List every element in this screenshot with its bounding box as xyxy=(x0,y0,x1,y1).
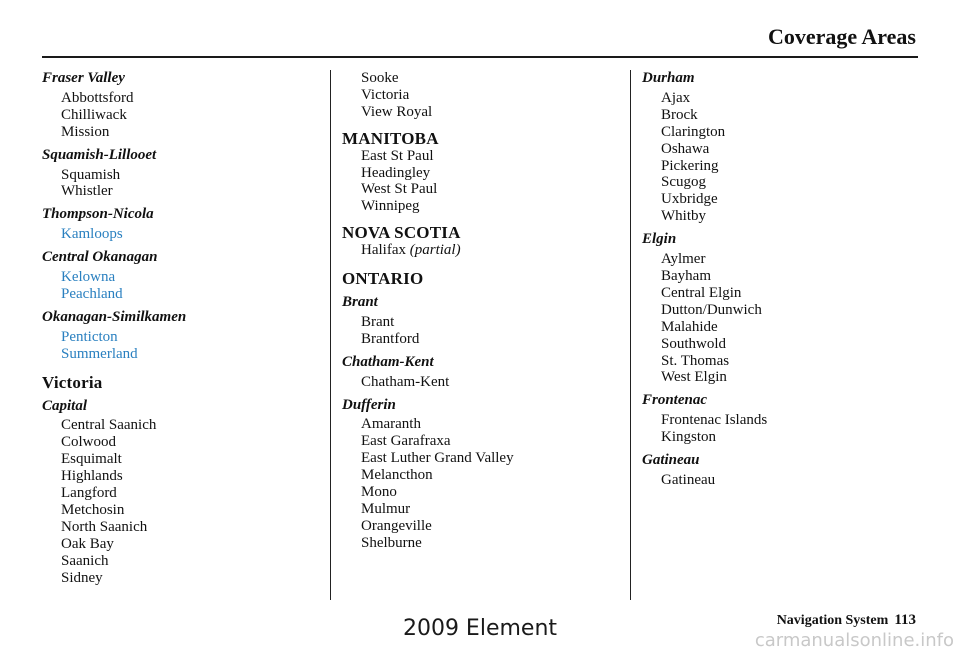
list-item: Malahide xyxy=(661,318,718,335)
list-item: Abbottsford xyxy=(61,89,134,106)
list-item: Aylmer xyxy=(661,251,706,268)
page-title: Coverage Areas xyxy=(767,24,916,49)
list-item: Winnipeg xyxy=(361,198,420,215)
province-heading: NOVA SCOTIA xyxy=(342,223,461,243)
list-item: Langford xyxy=(61,485,117,502)
region-list xyxy=(42,269,312,303)
list-item: Chatham-Kent xyxy=(361,373,450,390)
header-rule xyxy=(42,56,918,58)
watermark-site: carmanualsonline.info xyxy=(754,630,954,651)
list-item: Brantford xyxy=(361,330,420,347)
list-item: Mono xyxy=(361,484,397,501)
region-heading: Chatham-Kent xyxy=(342,353,434,370)
list-item: Shelburne xyxy=(361,534,422,551)
list-item: Ajax xyxy=(661,89,691,106)
list-item: Scugog xyxy=(661,174,706,191)
page-number: 113 xyxy=(894,612,916,628)
list-item: Gatineau xyxy=(661,471,716,488)
province-heading: ONTARIO xyxy=(342,269,424,289)
region-heading: Capital xyxy=(42,397,88,414)
list-item: Brant xyxy=(361,313,395,330)
list-item: Headingley xyxy=(361,164,431,181)
list-item: Whistler xyxy=(61,183,113,200)
list-item: Central Elgin xyxy=(661,284,742,301)
list-item: Whitby xyxy=(661,208,706,225)
list-item: Oshawa xyxy=(661,140,710,157)
list-item: Bayham xyxy=(661,267,711,284)
region-list xyxy=(642,472,922,489)
footer-section: Navigation System xyxy=(776,613,889,628)
watermark-text: 2009 Element xyxy=(402,616,558,641)
list-item-link[interactable]: Kamloops xyxy=(61,226,123,243)
list-item: Halifax (partial) xyxy=(361,242,461,259)
region-list xyxy=(42,90,312,141)
list-item: Frontenac Islands xyxy=(661,412,768,429)
list-item: Victoria xyxy=(361,86,410,103)
column-1 xyxy=(42,70,312,586)
region-list xyxy=(342,70,612,121)
list-item-link[interactable]: Summerland xyxy=(61,345,138,362)
list-item: Mission xyxy=(61,123,110,140)
list-item: St. Thomas xyxy=(661,352,730,369)
region-heading: Fraser Valley xyxy=(42,70,125,86)
list-item: Oak Bay xyxy=(61,535,114,552)
list-item: Mulmur xyxy=(361,500,411,517)
list-item: West Elgin xyxy=(661,369,727,386)
column-2 xyxy=(342,70,612,552)
list-item: Saanich xyxy=(61,552,109,569)
list-item: Orangeville xyxy=(361,517,432,534)
list-item: Metchosin xyxy=(61,501,125,518)
list-item: Clarington xyxy=(661,123,726,140)
region-heading: Brant xyxy=(342,293,378,310)
list-item: East Luther Grand Valley xyxy=(361,450,514,467)
region-list xyxy=(342,242,612,259)
region-list xyxy=(342,374,612,391)
region-list xyxy=(42,226,312,243)
region-list xyxy=(342,416,612,551)
list-item: Central Saanich xyxy=(61,417,157,434)
list-item: North Saanich xyxy=(61,518,148,535)
partial-note: (partial) xyxy=(409,242,461,259)
list-item: Amaranth xyxy=(361,416,421,433)
list-item: West St Paul xyxy=(361,181,438,198)
region-heading: Thompson-Nicola xyxy=(42,206,154,223)
region-heading: Central Okanagan xyxy=(42,249,158,266)
region-heading: Okanagan-Similkamen xyxy=(42,308,187,325)
list-item-link[interactable]: Penticton xyxy=(61,328,118,345)
column-3 xyxy=(642,70,922,489)
list-item-link[interactable]: Kelowna xyxy=(61,269,116,286)
list-item: Esquimalt xyxy=(61,451,122,468)
region-list xyxy=(42,329,312,363)
list-item: Sooke xyxy=(361,70,399,86)
region-list xyxy=(342,148,612,216)
list-item: Uxbridge xyxy=(661,191,718,208)
province-heading: Victoria xyxy=(42,372,103,392)
region-heading: Squamish-Lillooet xyxy=(42,146,157,163)
list-item-link[interactable]: Peachland xyxy=(61,285,123,302)
region-list xyxy=(42,417,312,586)
list-item: Squamish xyxy=(61,166,121,183)
list-item: Colwood xyxy=(61,434,117,451)
region-heading: Dufferin xyxy=(342,396,396,413)
province-heading: MANITOBA xyxy=(342,128,439,148)
region-heading: Elgin xyxy=(642,231,677,248)
region-list xyxy=(642,90,922,225)
region-list xyxy=(642,251,922,386)
region-list xyxy=(642,412,922,446)
list-item: Southwold xyxy=(661,335,727,352)
column-divider xyxy=(330,70,331,600)
list-item: East St Paul xyxy=(361,147,434,164)
list-item: Highlands xyxy=(61,468,123,485)
region-list xyxy=(342,314,612,348)
region-heading: Gatineau xyxy=(642,452,700,469)
region-heading: Durham xyxy=(642,70,695,86)
list-item: Dutton/Dunwich xyxy=(661,301,762,318)
list-item: Pickering xyxy=(661,157,719,174)
list-item: Kingston xyxy=(661,429,717,446)
region-heading: Frontenac xyxy=(642,392,708,409)
list-item: Sidney xyxy=(61,569,103,586)
region-list xyxy=(42,167,312,201)
list-item: Brock xyxy=(661,106,698,123)
list-item: View Royal xyxy=(361,103,433,120)
list-item: Chilliwack xyxy=(61,106,127,123)
column-divider xyxy=(630,70,631,600)
list-item: Melancthon xyxy=(361,467,433,484)
list-item: East Garafraxa xyxy=(361,433,451,450)
